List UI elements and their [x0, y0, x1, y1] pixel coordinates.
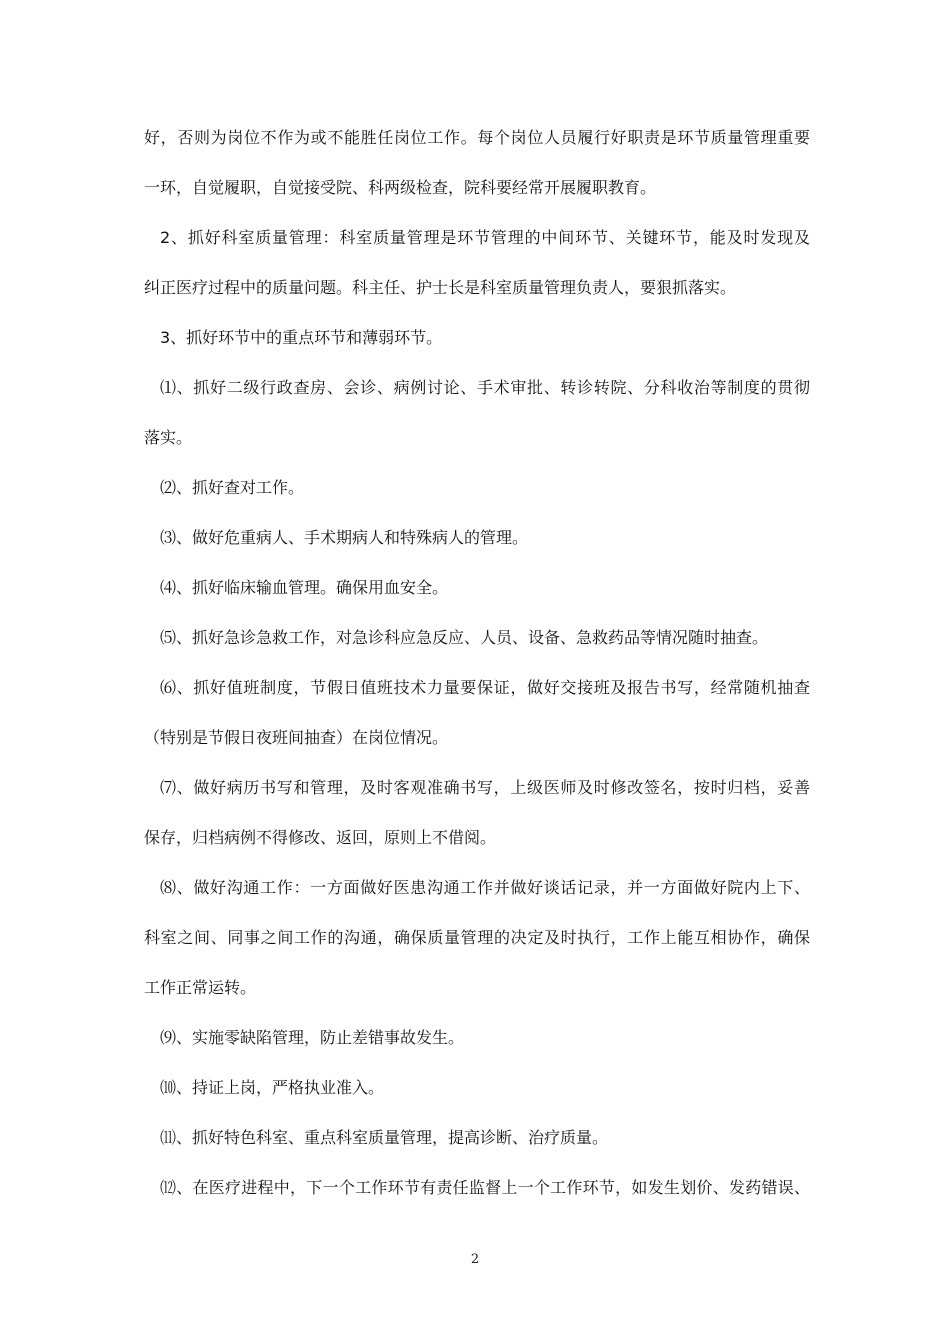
paragraph-line: 好，否则为岗位不作为或不能胜任岗位工作。每个岗位人员履行好职责是环节质量管理重要 [144, 128, 810, 147]
list-item-line: ⑻、做好沟通工作：一方面做好医患沟通工作并做好谈话记录，并一方面做好院内上下、 [160, 878, 810, 897]
list-item-line: ⑽、持证上岗，严格执业准入。 [160, 1078, 385, 1097]
list-item-line: ⑴、抓好二级行政查房、会诊、病例讨论、手术审批、转诊转院、分科收治等制度的贯彻 [160, 378, 810, 397]
list-item-line: 工作正常运转。 [144, 978, 257, 997]
list-item-line: 保存，归档病例不得修改、返回，原则上不借阅。 [144, 828, 497, 847]
list-item-line: ⑷、抓好临床输血管理。确保用血安全。 [160, 578, 449, 597]
list-item-line: ⑺、做好病历书写和管理，及时客观准确书写，上级医师及时修改签名，按时归档，妥善 [160, 778, 810, 797]
list-item-line: 科室之间、同事之间工作的沟通，确保质量管理的决定及时执行，工作上能互相协作，确保 [144, 928, 810, 947]
list-item-line: ⑿、在医疗进程中，下一个工作环节有责任监督上一个工作环节，如发生划价、发药错误、 [160, 1178, 810, 1197]
list-item-line: ⑹、抓好值班制度，节假日值班技术力量要保证，做好交接班及报告书写，经常随机抽查 [160, 678, 810, 697]
list-item-line: ⑼、实施零缺陷管理，防止差错事故发生。 [160, 1028, 465, 1047]
list-item-line: ⑶、做好危重病人、手术期病人和特殊病人的管理。 [160, 528, 529, 547]
paragraph-line: 2、抓好科室质量管理：科室质量管理是环节管理的中间环节、关键环节，能及时发现及 [160, 228, 810, 247]
list-item-line: 落实。 [144, 428, 193, 447]
page-number: 2 [470, 1252, 480, 1267]
paragraph-line: 纠正医疗过程中的质量问题。科主任、护士长是科室质量管理负责人，要狠抓落实。 [144, 278, 737, 297]
list-item-line: ⑾、抓好特色科室、重点科室质量管理，提高诊断、治疗质量。 [160, 1128, 609, 1147]
paragraph-line: 3、抓好环节中的重点环节和薄弱环节。 [160, 328, 443, 347]
list-item-line: （特别是节假日夜班间抽查）在岗位情况。 [144, 728, 449, 747]
list-item-line: ⑸、抓好急诊急救工作，对急诊科应急反应、人员、设备、急救药品等情况随时抽查。 [160, 628, 769, 647]
list-item-line: ⑵、抓好查对工作。 [160, 478, 305, 497]
paragraph-line: 一环，自觉履职，自觉接受院、科两级检查，院科要经常开展履职教育。 [144, 178, 657, 197]
